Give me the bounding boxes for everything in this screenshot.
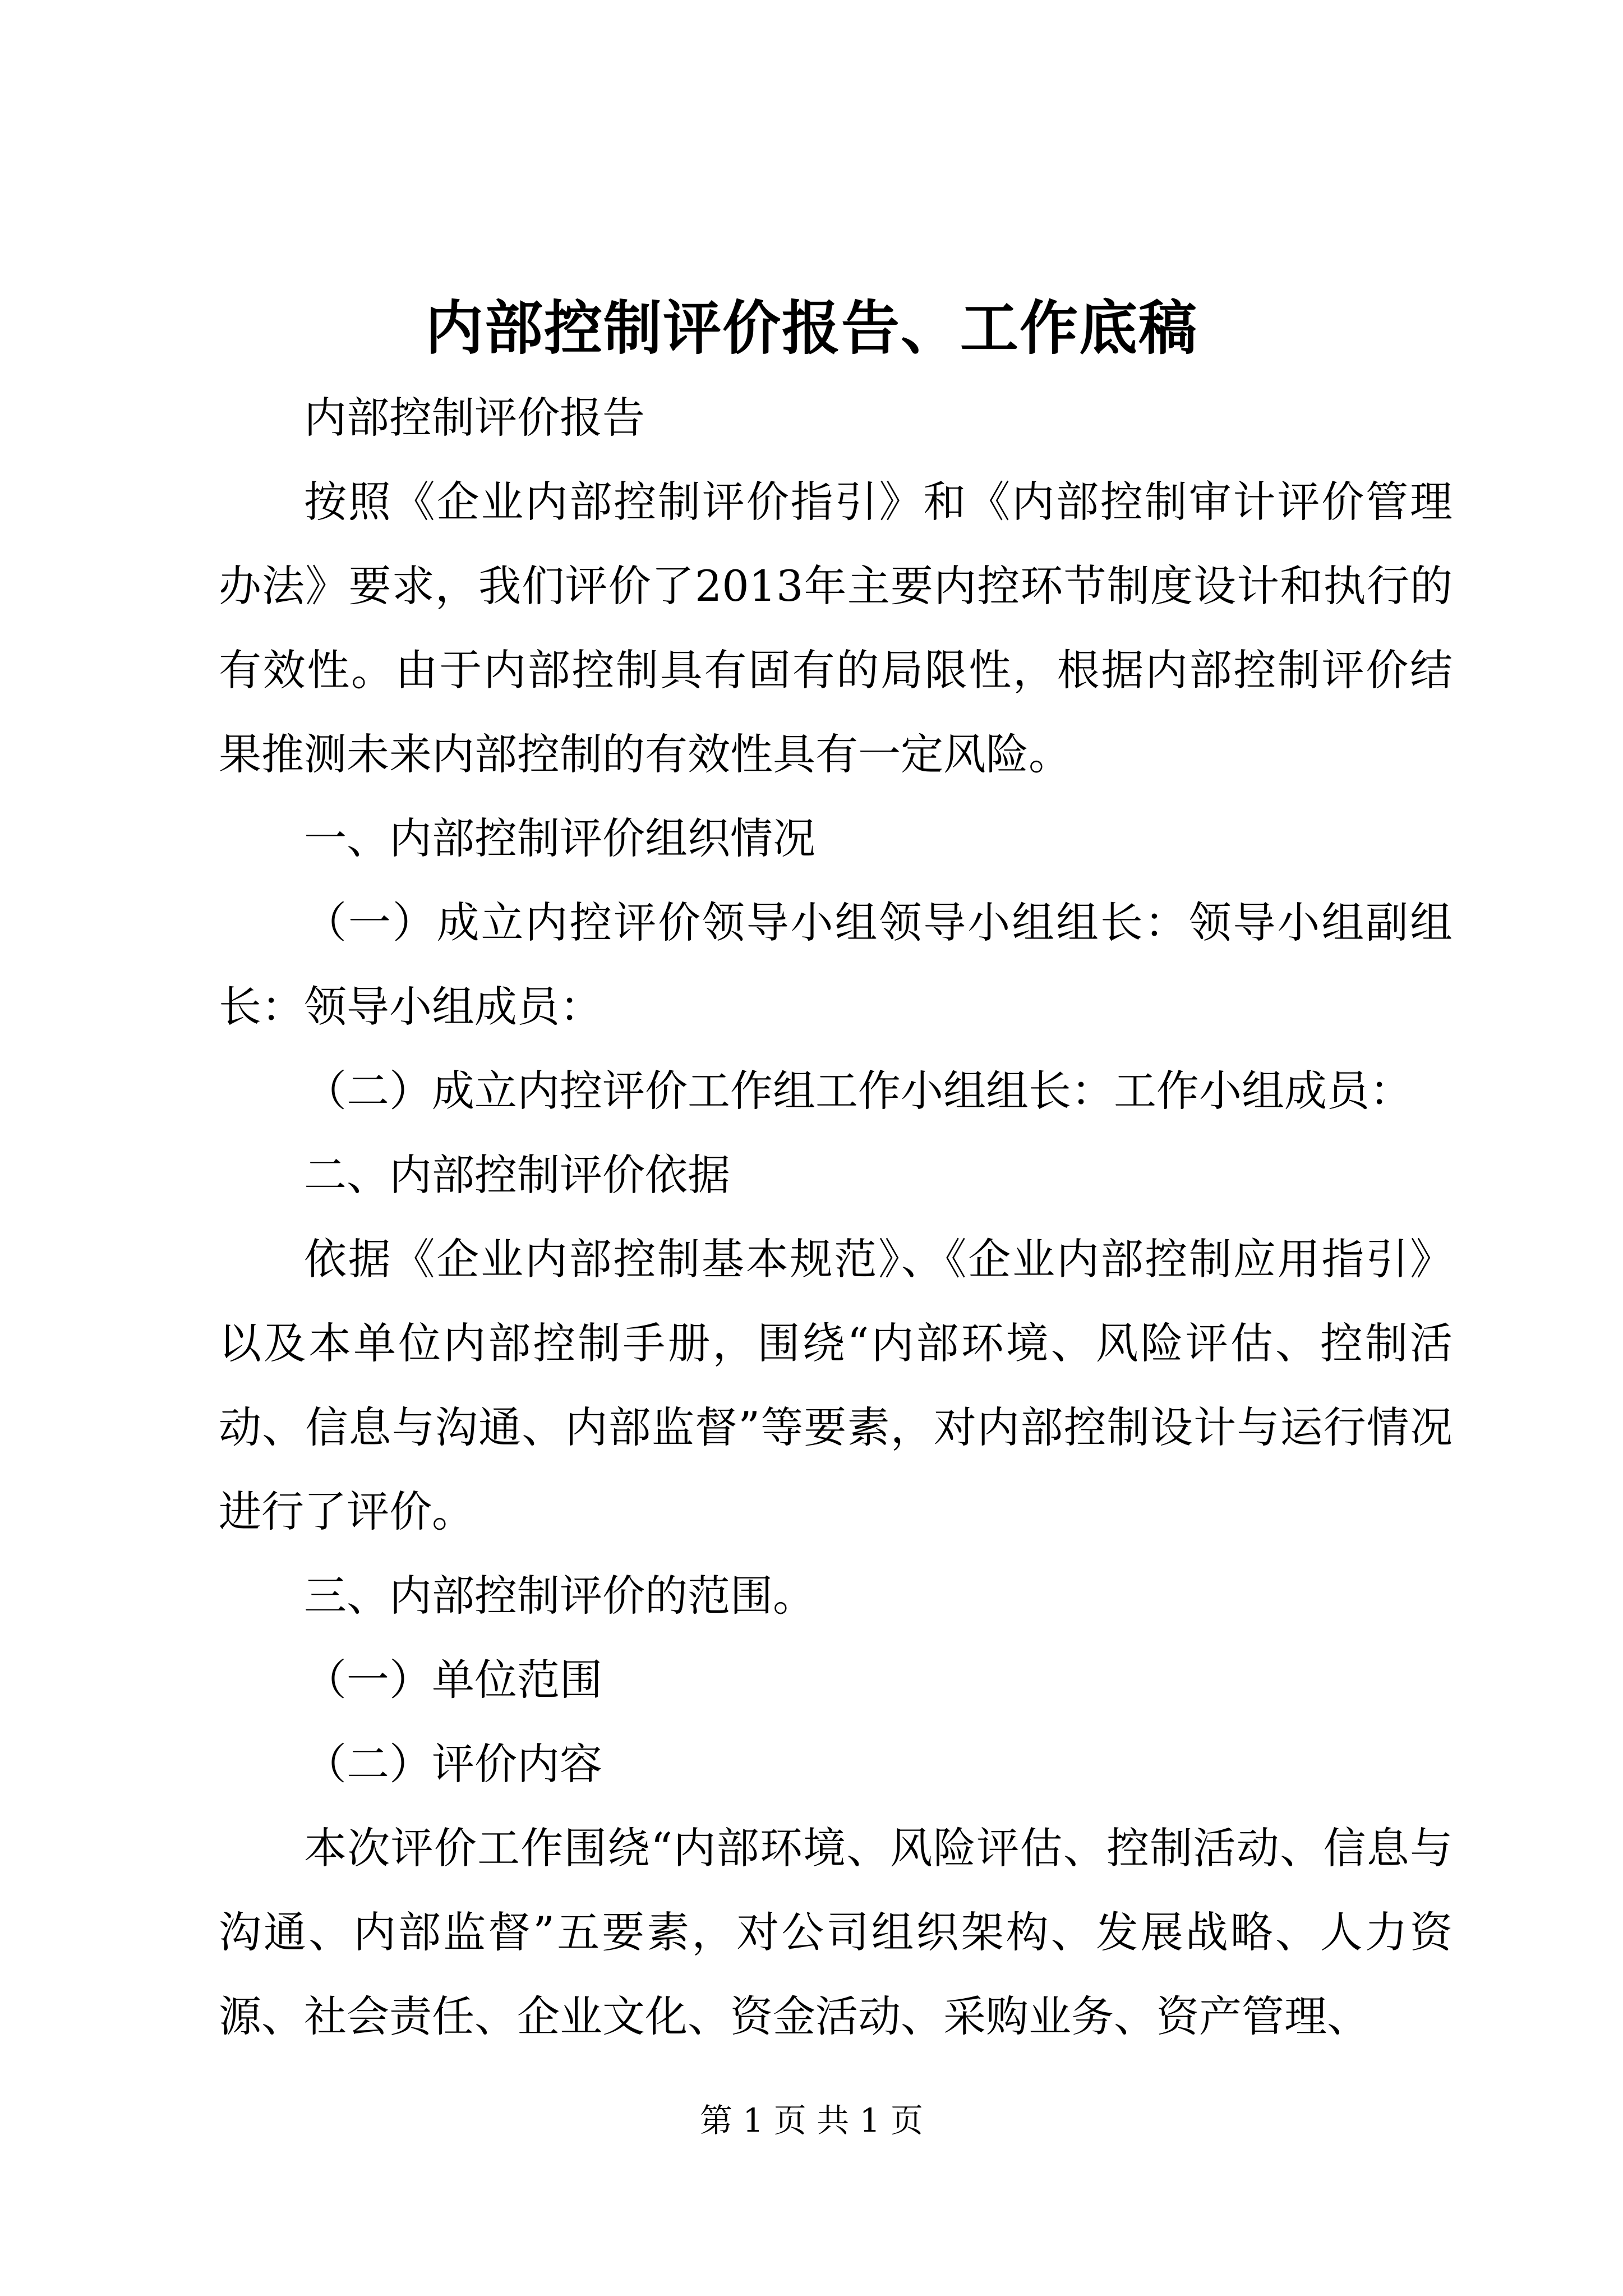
paragraph-unit-scope: （一）单位范围 bbox=[304, 1655, 602, 1705]
paragraph-evaluation-details: 本次评价工作围绕“内部环境、风险评估、控制活动、信息与沟通、内部监督”五要素，对公司组织架构、发展战略、人力资源、社会责任、企业文化、资金活动、采购业务、资产管理、 bbox=[219, 1823, 1453, 2041]
paragraph-basis: 依据《企业内部控制基本规范》、《企业内部控制应用指引》以及本单位内部控制手册，围绕“内部环境、风险评估、控制活动、信息与沟通、内部监督”等要素，对内部控制设计与运行情况进行了评价。 bbox=[219, 1234, 1453, 1536]
paragraph-evaluation-content: （二）评价内容 bbox=[304, 1739, 602, 1789]
page-footer: 第 1 页 共 1 页 bbox=[700, 2101, 923, 2139]
paragraph-leadership-group: （一）成立内控评价领导小组领导小组组长：领导小组副组长：领导小组成员： bbox=[219, 898, 1453, 1032]
report-subtitle: 内部控制评价报告 bbox=[304, 393, 645, 443]
document-title: 内部控制评价报告、工作底稿 bbox=[425, 293, 1198, 362]
section-heading-1: 一、内部控制评价组织情况 bbox=[304, 813, 815, 863]
paragraph-intro: 按照《企业内部控制评价指引》和《内部控制审计评价管理办法》要求，我们评价了2013年主要内控环节制度设计和执行的有效性。由于内部控制具有固有的局限性，根据内部控制评价结果推测未来内部控制的有效性具有一定风险。 bbox=[219, 477, 1453, 779]
paragraph-work-group: （二）成立内控评价工作组工作小组组长：工作小组成员： bbox=[304, 1066, 1412, 1116]
document-body bbox=[219, 376, 1453, 2059]
section-heading-2: 二、内部控制评价依据 bbox=[304, 1150, 730, 1200]
section-heading-3: 三、内部控制评价的范围。 bbox=[304, 1571, 815, 1621]
